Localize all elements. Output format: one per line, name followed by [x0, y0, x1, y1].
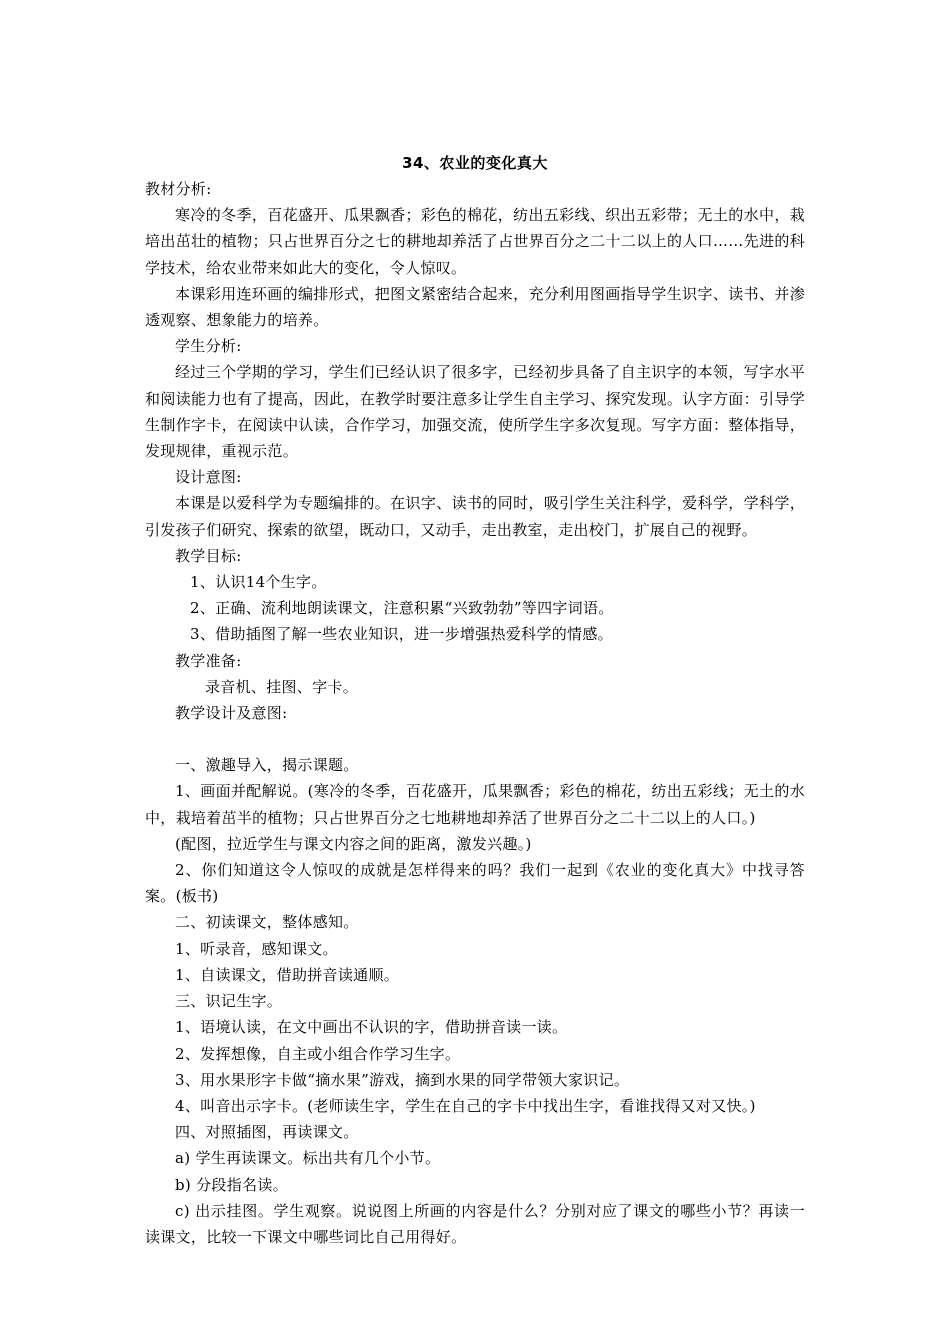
goal-item-3: 3、借助插图了解一些农业知识，进一步增强热爱科学的情感。 [190, 625, 613, 644]
paragraph-student-analysis: 经过三个学期的学习，学生们已经认识了很多字，已经初步具备了自主识字的本领，写字水平和阅读能力也有了提高，因此，在教学时要注意多让学生自主学习、探究发现。认字方面：引导学生制作字卡，在阅读中认读，合作学习，加强交流，使所学生字多次复现。写字方面：整体指导，发现规律，重视示范。 [145, 363, 805, 461]
heading-teaching-design: 教学设计及意图: [175, 704, 288, 723]
section-heading-1: 一、激趣导入，揭示课题。 [175, 756, 359, 775]
step-paragraph: 3、用水果形字卡做“摘水果”游戏，摘到水果的同学带领大家识记。 [175, 1070, 630, 1089]
step-paragraph: b) 分段指名读。 [175, 1175, 288, 1194]
paragraph-textbook-analysis-2: 本课彩用连环画的编排形式，把图文紧密结合起来，充分利用图画指导学生识字、读书、并渗透观察、想象能力的培养。 [145, 284, 805, 330]
document-title: 34、农业的变化真大 [402, 154, 548, 172]
step-paragraph: 1、自读课文，借助拼音读通顺。 [175, 965, 400, 984]
document-body [145, 176, 805, 1250]
step-paragraph: a) 学生再读课文。标出共有几个小节。 [175, 1149, 441, 1168]
section-heading-3: 三、识记生字。 [175, 992, 283, 1011]
goal-item-1: 1、认识14个生字。 [190, 573, 327, 592]
note-paragraph: (配图，拉近学生与课文内容之间的距离，激发兴趣。) [175, 834, 532, 853]
heading-student-analysis: 学生分析: [175, 337, 242, 356]
goal-item-2: 2、正确、流利地朗读课文，注意积累“兴致勃勃”等四字词语。 [190, 599, 614, 618]
step-paragraph: c) 出示挂图。学生观察。说说图上所画的内容是什么？分别对应了课文的哪些小节？再读一读课文，比较一下课文中哪些词比自己用得好。 [145, 1201, 805, 1246]
step-paragraph: 4、叫音出示字卡。(老师读生字，学生在自己的字卡中找出生字，看谁找得又对又快。) [175, 1096, 756, 1115]
blank-line [145, 726, 805, 752]
heading-teaching-preparation: 教学准备: [175, 651, 242, 670]
paragraph-design-intent: 本课是以爱科学为专题编排的。在识字、读书的同时，吸引学生关注科学，爱科学，学科学，引发孩子们研究、探索的欲望，既动口，又动手，走出教室，走出校门，扩展自己的视野。 [145, 494, 805, 539]
step-paragraph: 2、你们知道这令人惊叹的成就是怎样得来的吗？我们一起到《农业的变化真大》中找寻答案。(板书) [145, 861, 805, 906]
step-paragraph: 1、语境认读，在文中画出不认识的字，借助拼音读一读。 [175, 1018, 568, 1037]
paragraph-textbook-analysis-1: 寒冷的冬季，百花盛开、瓜果飘香；彩色的棉花，纺出五彩线、织出五彩带；无土的水中，栽培出茁壮的植物；只占世界百分之七的耕地却养活了占世界百分之二十二以上的人口……先进的科学技术，给农业带来如此大的变化，令人惊叹。 [145, 206, 805, 277]
preparation-items: 录音机、挂图、字卡。 [205, 677, 359, 696]
heading-design-intent: 设计意图: [175, 468, 242, 487]
step-paragraph: 1、画面并配解说。(寒冷的冬季，百花盛开，瓜果飘香；彩色的棉花，纺出五彩线；无土的水中，栽培着茁半的植物；只占世界百分之七地耕地却养活了世界百分之二十二以上的人口。) [145, 782, 805, 827]
heading-teaching-goals: 教学目标: [175, 546, 242, 565]
section-heading-2: 二、初读课文，整体感知。 [175, 913, 359, 932]
heading-textbook-analysis: 教材分析: [145, 180, 212, 198]
step-paragraph: 2、发挥想像，自主或小组合作学习生字。 [175, 1044, 461, 1063]
section-heading-4: 四、对照插图，再读课文。 [175, 1123, 359, 1142]
step-paragraph: 1、听录音，感知课文。 [175, 939, 338, 958]
